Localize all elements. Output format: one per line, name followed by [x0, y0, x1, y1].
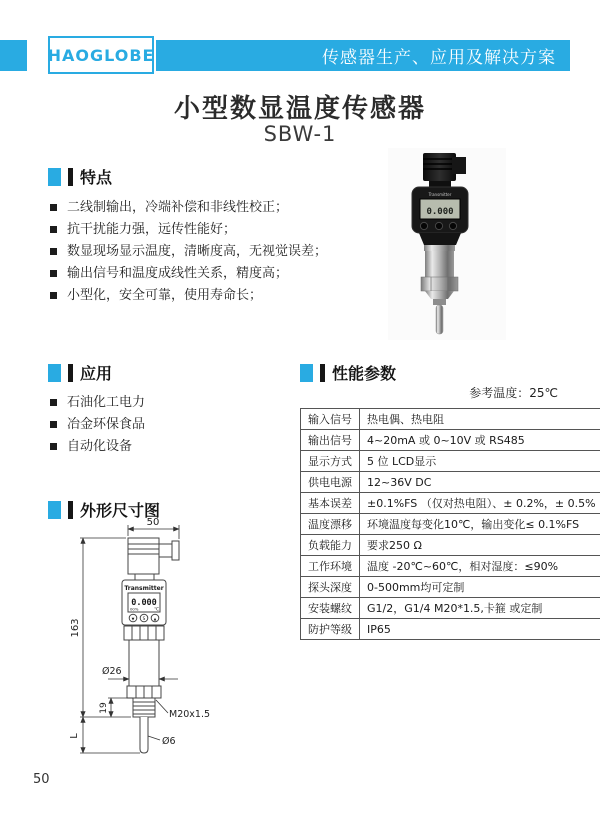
application-item: 石油化工电力	[48, 394, 268, 411]
drawing-lcd-unit: ℃	[153, 607, 159, 613]
spec-label: 供电电源	[301, 472, 360, 493]
applications-list	[48, 394, 268, 460]
spec-table	[300, 408, 600, 640]
section-heading-applications	[48, 361, 112, 384]
feature-item: 输出信号和温度成线性关系，精度高；	[48, 265, 383, 282]
spec-value: IP65	[360, 619, 600, 640]
blue-bar-icon	[300, 364, 313, 382]
photo-button-up	[449, 222, 456, 229]
spec-row	[301, 577, 600, 598]
drawing-lcd-percent: 00%	[130, 606, 139, 612]
spec-label: 工作环境	[301, 556, 360, 577]
feature-item: 二线制输出，冷端补偿和非线性校正；	[48, 199, 383, 216]
spec-row	[301, 430, 600, 451]
photo-button-down	[420, 222, 427, 229]
dim-probe-length: L	[69, 733, 80, 739]
application-item: 冶金环保食品	[48, 416, 268, 433]
product-photo-image	[388, 148, 506, 340]
feature-item: 小型化，安全可靠，使用寿命长；	[48, 287, 383, 304]
dimension-drawing-image	[50, 514, 252, 778]
banner-text: 传感器生产、应用及解决方案	[322, 48, 556, 68]
spec-label: 防护等级	[301, 619, 360, 640]
reference-temperature-note: 参考温度：25℃	[469, 386, 558, 400]
product-photo	[388, 148, 506, 340]
bullet-square-icon	[50, 292, 57, 299]
section-heading-features	[48, 165, 112, 188]
spec-row	[301, 535, 600, 556]
spec-value: 要求250 Ω	[360, 535, 600, 556]
spec-label: 负载能力	[301, 535, 360, 556]
dim-body-diameter: Ø26	[102, 666, 122, 677]
section-title: 外形尺寸图	[80, 501, 161, 520]
spec-value: 温度 -20℃~60℃，相对湿度：≤90%	[360, 556, 600, 577]
logo-text: HAOGLOBE	[47, 45, 155, 65]
blue-bar-icon	[48, 364, 61, 382]
bullet-square-icon	[50, 399, 57, 406]
spec-value: ±0.1%FS （仅对热电阻）、± 0.2%，± 0.5%	[360, 493, 600, 514]
spec-row	[301, 409, 600, 430]
spec-row	[301, 493, 600, 514]
spec-row	[301, 451, 600, 472]
bullet-square-icon	[50, 270, 57, 277]
spec-row	[301, 514, 600, 535]
spec-label: 基本误差	[301, 493, 360, 514]
bullet-square-icon	[50, 204, 57, 211]
page-number: 50	[33, 772, 50, 787]
spec-value: 4~20mA 或 0~10V 或 RS485	[360, 430, 600, 451]
section-heading-performance	[300, 361, 396, 384]
spec-value: 12~36V DC	[360, 472, 600, 493]
bullet-square-icon	[50, 443, 57, 450]
bullet-square-icon	[50, 226, 57, 233]
blue-bar-icon	[48, 168, 61, 186]
photo-connector	[423, 153, 456, 181]
drawing-lcd-value: 0.000	[131, 598, 157, 608]
spec-value: 热电偶、热电阻	[360, 409, 600, 430]
page-title: 小型数显温度传感器	[173, 94, 426, 124]
black-bar-icon	[320, 364, 325, 382]
section-title: 性能参数	[332, 364, 397, 383]
spec-row	[301, 598, 600, 619]
spec-label: 探头深度	[301, 577, 360, 598]
spec-value: G1/2，G1/4 M20*1.5,卡箍 或定制	[360, 598, 600, 619]
dim-top-width: 50	[146, 517, 160, 528]
dimension-drawing	[50, 514, 252, 778]
spec-row	[301, 619, 600, 640]
spec-value: 0-500mm均可定制	[360, 577, 600, 598]
bullet-square-icon	[50, 248, 57, 255]
spec-row	[301, 472, 600, 493]
spec-label: 显示方式	[301, 451, 360, 472]
features-list	[48, 199, 383, 309]
photo-probe	[436, 305, 443, 334]
dim-thread-spec: M20x1.5	[169, 709, 211, 720]
photo-lcd-value: 0.000	[426, 207, 454, 217]
header-banner	[156, 40, 570, 71]
drawing-button-set-glyph: S	[142, 616, 146, 621]
spec-value: 5 位 LCD显示	[360, 451, 600, 472]
drawing-button-down-glyph: ▼	[131, 617, 135, 621]
header-accent-block	[0, 40, 27, 71]
section-title: 应用	[80, 364, 113, 383]
spec-value: 环境温度每变化10℃，输出变化≤ 0.1%FS	[360, 514, 600, 535]
spec-row	[301, 556, 600, 577]
black-bar-icon	[68, 364, 73, 382]
feature-item: 数显现场显示温度，清晰度高，无视觉误差；	[48, 243, 383, 260]
model-number: SBW-1	[263, 122, 337, 146]
black-bar-icon	[68, 168, 73, 186]
photo-device-label: Transmitter	[428, 192, 452, 197]
drawing-button-up-glyph: ▲	[153, 617, 157, 621]
spec-label: 温度漂移	[301, 514, 360, 535]
spec-label: 输出信号	[301, 430, 360, 451]
bullet-square-icon	[50, 421, 57, 428]
spec-label: 安装螺纹	[301, 598, 360, 619]
logo	[48, 36, 154, 74]
feature-item: 抗干扰能力强，远传性能好；	[48, 221, 383, 238]
section-title: 特点	[80, 168, 113, 187]
dim-probe-diameter: Ø6	[162, 736, 176, 747]
application-item: 自动化设备	[48, 438, 268, 455]
drawing-device-label: Transmitter	[124, 585, 164, 592]
photo-button-set	[435, 222, 442, 229]
dim-total-height: 163	[70, 618, 81, 638]
spec-label: 输入信号	[301, 409, 360, 430]
dim-thread-length: 19	[99, 702, 109, 714]
